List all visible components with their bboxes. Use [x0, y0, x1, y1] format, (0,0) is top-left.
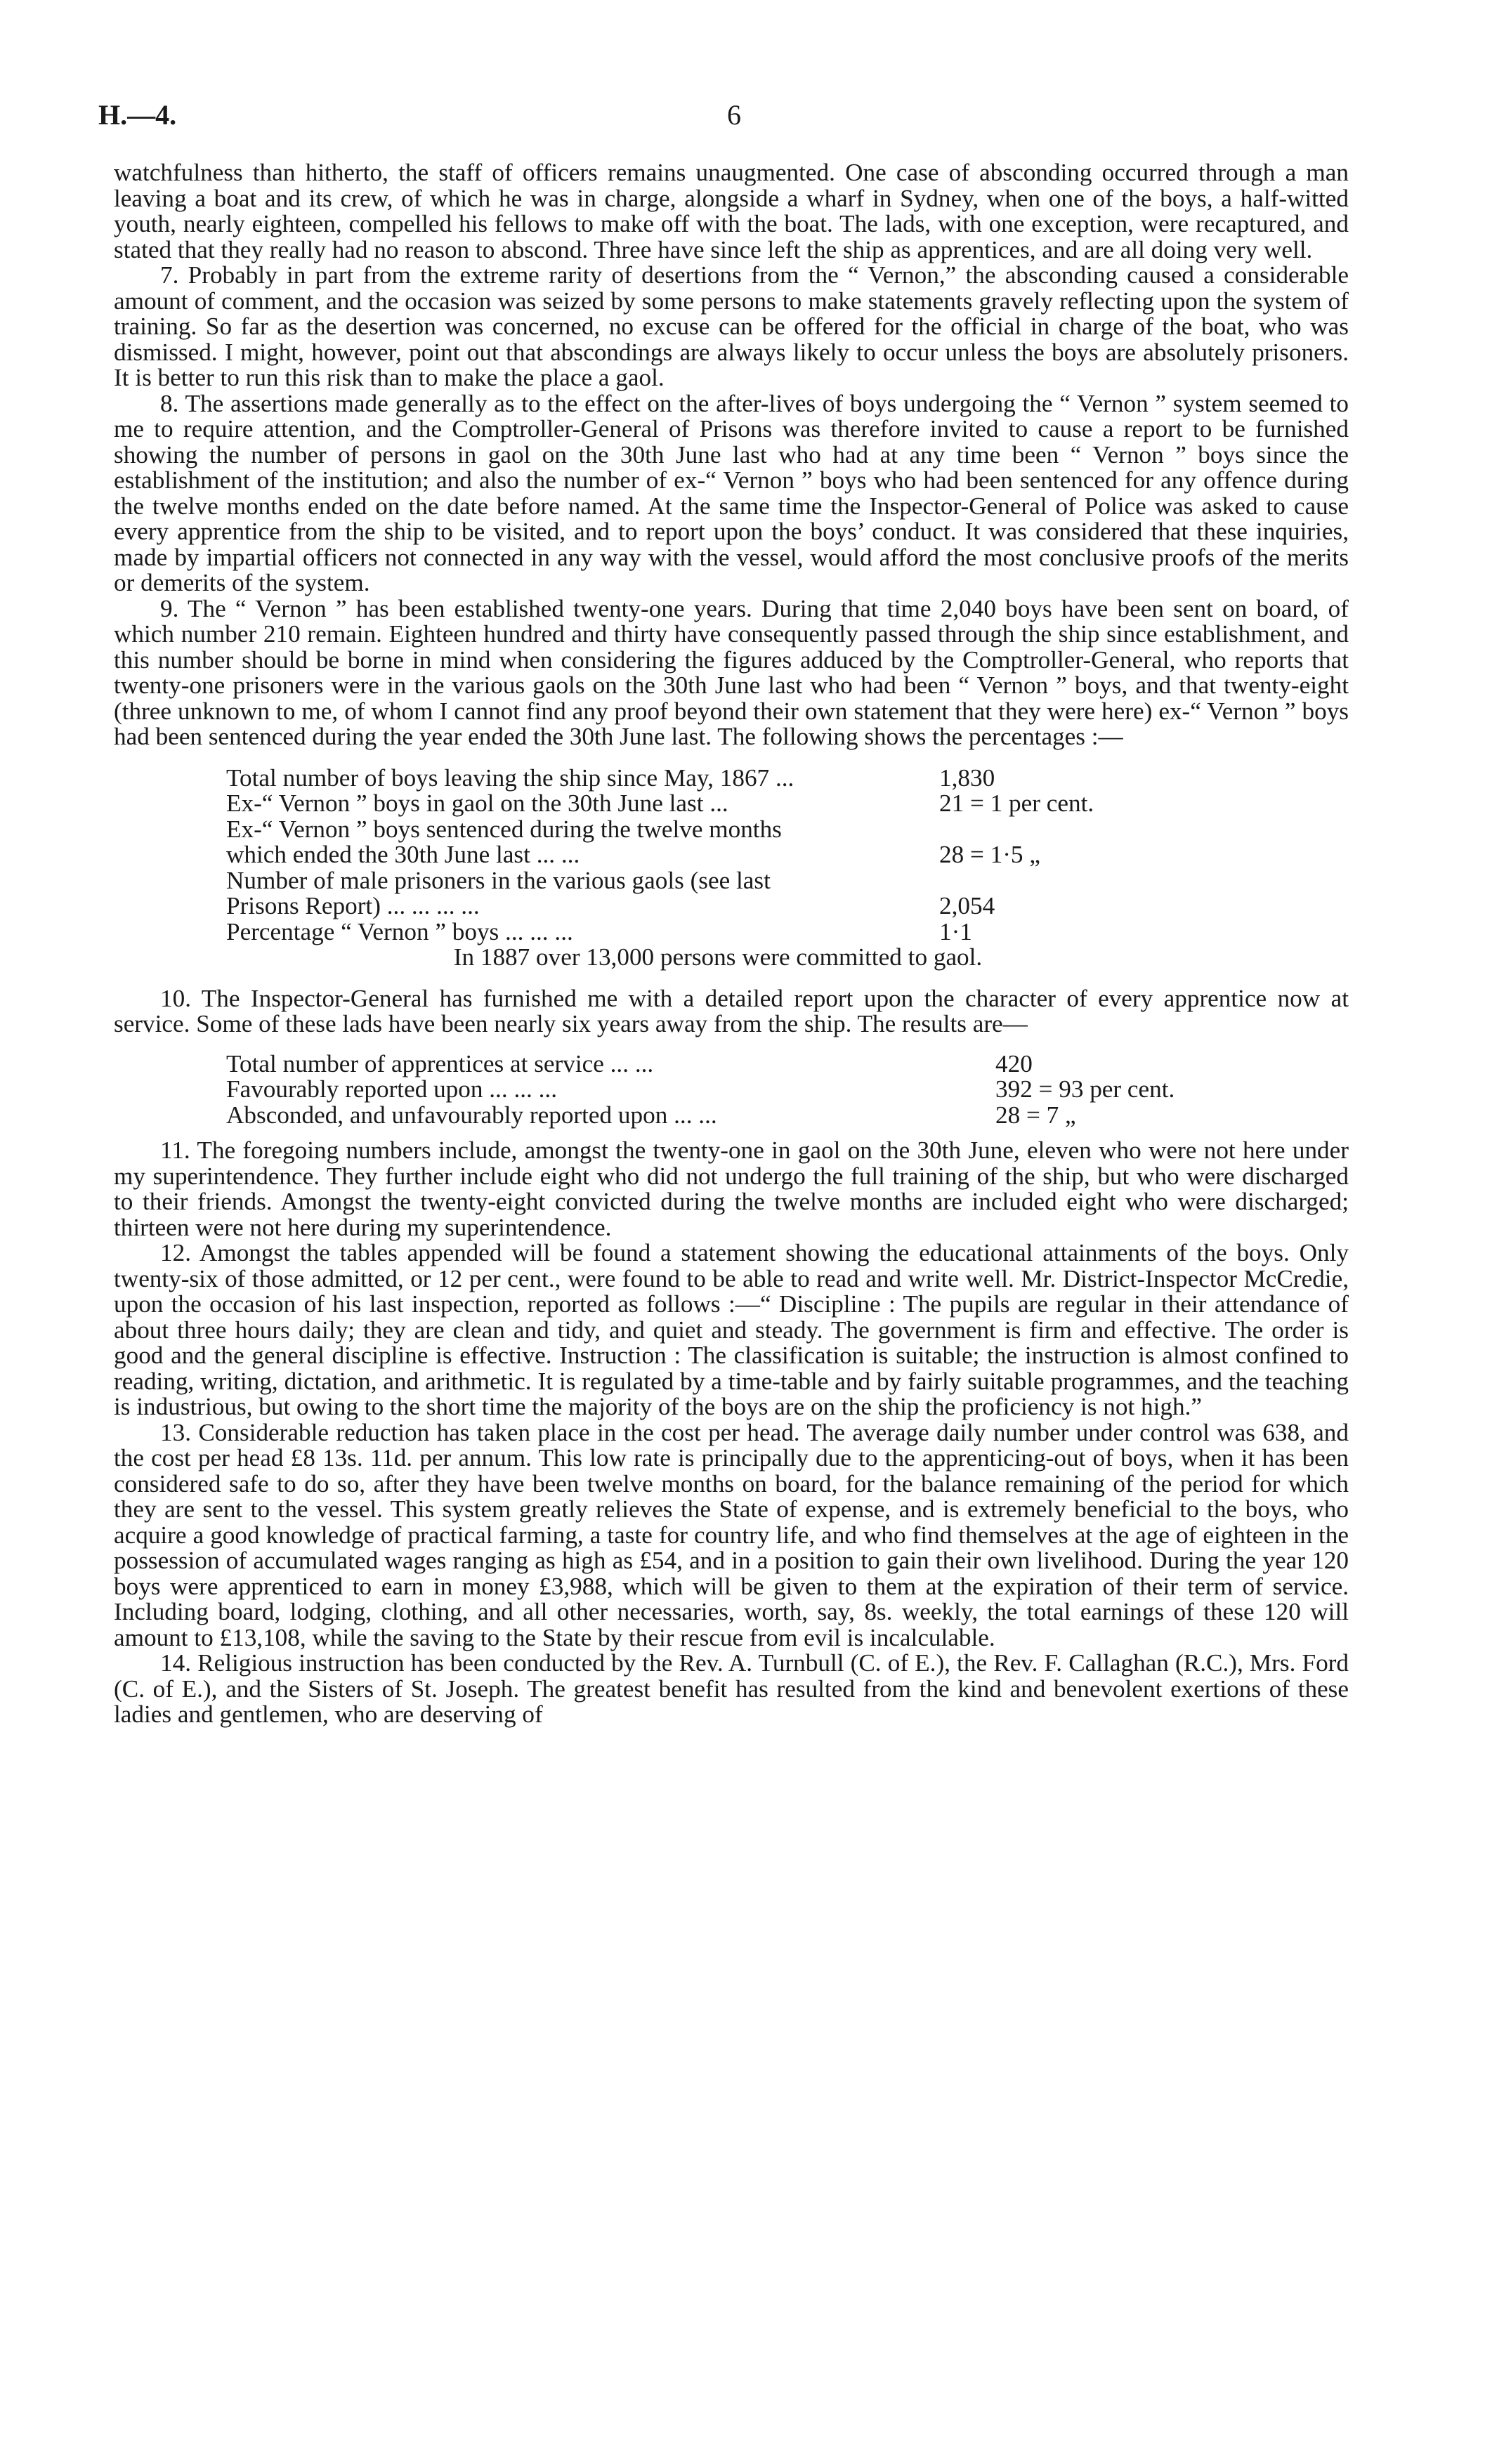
paragraph-14: 14. Religious instruction has been conducted by the Rev. A. Turnbull (C. of E.), the Rev. F. Callaghan (R.C.), Mrs. Ford (C. of E.), and the Sisters of St. Joseph. The greatest benefit has resulted from the kind and benevolent exertions of these ladies and gentlemen, who are deserving of	[114, 1649, 1349, 1728]
paragraph-13: 13. Considerable reduction has taken place in the cost per head. The average daily number under control was 638, and the cost per head £8 13s. 11d. per annum. This low rate is principally due to the apprenticing-out of boys, when it has been considered safe to do so, after they have been twelve months on board, for the balance remaining of the period for which they are sent to the vessel. This system greatly relieves the State of expense, and is extremely beneficial to the boys, who acquire a good knowledge of practical farming, a taste for country life, and who find themselves at the age of eighteen in the possession of accumulated wages ranging as high as £54, and in a position to gain their own livelihood. During the year 120 boys were apprenticed to earn in money £3,988, which will be given to them at the expiration of their term of service. Including board, lodging, clothing, and all other necessaries, worth, say, 8s. weekly, the total earnings of these 120 will amount to £13,108, while the saving to the State by their rescue from evil is incalculable.	[114, 1418, 1349, 1651]
body-text	[114, 160, 1349, 1728]
page-number: 6	[727, 99, 741, 131]
row-label: Total number of boys leaving the ship since May, 1867 ...	[226, 764, 794, 792]
table-note: In 1887 over 13,000 persons were committed to gaol.	[453, 943, 983, 971]
table-note-row	[226, 945, 1210, 971]
apprentices-table	[226, 1051, 1350, 1129]
row-value: 21 = 1 per cent.	[939, 789, 1094, 817]
table-row	[226, 893, 1210, 919]
row-label: Absconded, and unfavourably reported upon ... ...	[226, 1101, 717, 1129]
table-row	[226, 868, 1210, 894]
page-header	[98, 98, 1377, 140]
row-value: 392 = 93 per cent.	[995, 1075, 1175, 1103]
row-label: Number of male prisoners in the various gaols (see last	[226, 866, 771, 894]
row-value: 1,830	[939, 764, 995, 792]
paragraph-8: 8. The assertions made generally as to the effect on the after-lives of boys undergoing the “ Vernon ” system seemed to me to require attention, and the Comptroller-General of Prisons was therefore invited to cause a report to be furnished showing the number of persons in gaol on the 30th June last who had at any time been “ Vernon ” boys since the establishment of the institution; and also the number of ex-“ Vernon ” boys who had been sentenced for any offence during the twelve months ended on the date before named. At the same time the Inspector-General of Police was asked to cause every apprentice from the ship to be visited, and to report upon the boys’ conduct. It was considered that these inquiries, made by impartial officers not connected in any way with the vessel, would afford the most conclusive proofs of the merits or demerits of the system.	[114, 389, 1349, 596]
table-row	[226, 817, 1210, 843]
row-label: Percentage “ Vernon ” boys ... ... ...	[226, 917, 573, 945]
table-row	[226, 791, 1210, 817]
row-value: 1·1	[939, 917, 972, 945]
row-label: Ex-“ Vernon ” boys sentenced during the twelve months	[226, 815, 782, 843]
table-row	[226, 842, 1210, 868]
table-row	[226, 1103, 1350, 1129]
table-row	[226, 1051, 1350, 1077]
row-value	[939, 817, 1210, 843]
table-row	[226, 919, 1210, 945]
row-label: Ex-“ Vernon ” boys in gaol on the 30th June last ...	[226, 789, 728, 817]
paragraph-7: 7. Probably in part from the extreme rarity of desertions from the “ Vernon,” the absconding caused a considerable amount of comment, and the occasion was seized by some persons to make statements gravely reflecting upon the system of training. So far as the desertion was concerned, no excuse can be offered for the official in charge of the boat, who was dismissed. I might, however, point out that abscondings are always likely to occur unless the boys are absolutely prisoners. It is better to run this risk than to make the place a gaol.	[114, 261, 1349, 391]
row-value: 2,054	[939, 892, 995, 919]
row-label: which ended the 30th June last ... ...	[226, 841, 580, 868]
paragraph-11: 11. The foregoing numbers include, amongst the twenty-one in gaol on the 30th June, eleven who were not here under my superintendence. They further include eight who did not undergo the full training of the ship, but who were discharged to their friends. Amongst the twenty-eight convicted during the twelve months are included eight who were discharged; thirteen were not here during my superintendence.	[114, 1136, 1349, 1241]
paragraph-9: 9. The “ Vernon ” has been established twenty-one years. During that time 2,040 boys have been sent on board, of which number 210 remain. Eighteen hundred and thirty have consequently passed through the ship since establishment, and this number should be borne in mind when considering the figures adduced by the Comptroller-General, who reports that twenty-one prisoners were in the various gaols on the 30th June last who had been “ Vernon ” boys, and that twenty-eight (three unknown to me, of whom I cannot find any proof beyond their own statement that they were here) ex-“ Vernon ” boys had been sentenced during the year ended the 30th June last. The following shows the percentages :—	[114, 594, 1349, 750]
row-value: 28 = 7 „	[995, 1101, 1076, 1129]
percentages-table	[226, 766, 1210, 971]
paragraph-10: 10. The Inspector-General has furnished me with a detailed report upon the character of every apprentice now at service. Some of these lads have been nearly six years away from the ship. The results are—	[114, 984, 1349, 1037]
row-label: Prisons Report) ... ... ... ...	[226, 892, 480, 919]
table-row	[226, 1077, 1350, 1103]
row-label: Total number of apprentices at service ... ...	[226, 1049, 654, 1077]
paragraph-12: 12. Amongst the tables appended will be found a statement showing the educational attainments of the boys. Only twenty-six of those admitted, or 12 per cent., were found to be able to read and write well. Mr. District-Inspector McCredie, upon the occasion of his last inspection, reported as follows :—“ Discipline : The pupils are regular in their attendance of about three hours daily; they are clean and tidy, and quiet and steady. The government is firm and effective. The order is good and the general discipline is effective. Instruction : The classification is suitable; the instruction is almost confined to reading, writing, dictation, and arithmetic. It is regulated by a time-table and by fairly suitable programmes, and the teaching is industrious, but owing to the short time the majority of the boys are on the ship the proficiency is not high.”	[114, 1239, 1349, 1420]
paragraph-6-continued: watchfulness than hitherto, the staff of officers remains unaugmented. One case of absconding occurred through a man leaving a boat and its crew, of which he was in charge, alongside a wharf in Sydney, when one of the boys, a half-witted youth, nearly eighteen, compelled his fellows to make off with the boat. The lads, with one exception, were recaptured, and stated that they really had no reason to abscond. Three have since left the ship as apprentices, and are all doing very well.	[114, 159, 1349, 263]
row-value: 28 = 1·5 „	[939, 841, 1040, 868]
table-row	[226, 766, 1210, 792]
document-reference: H.—4.	[98, 99, 177, 131]
row-value: 420	[995, 1049, 1033, 1077]
row-label: Favourably reported upon ... ... ...	[226, 1075, 558, 1103]
row-value	[939, 868, 1210, 894]
